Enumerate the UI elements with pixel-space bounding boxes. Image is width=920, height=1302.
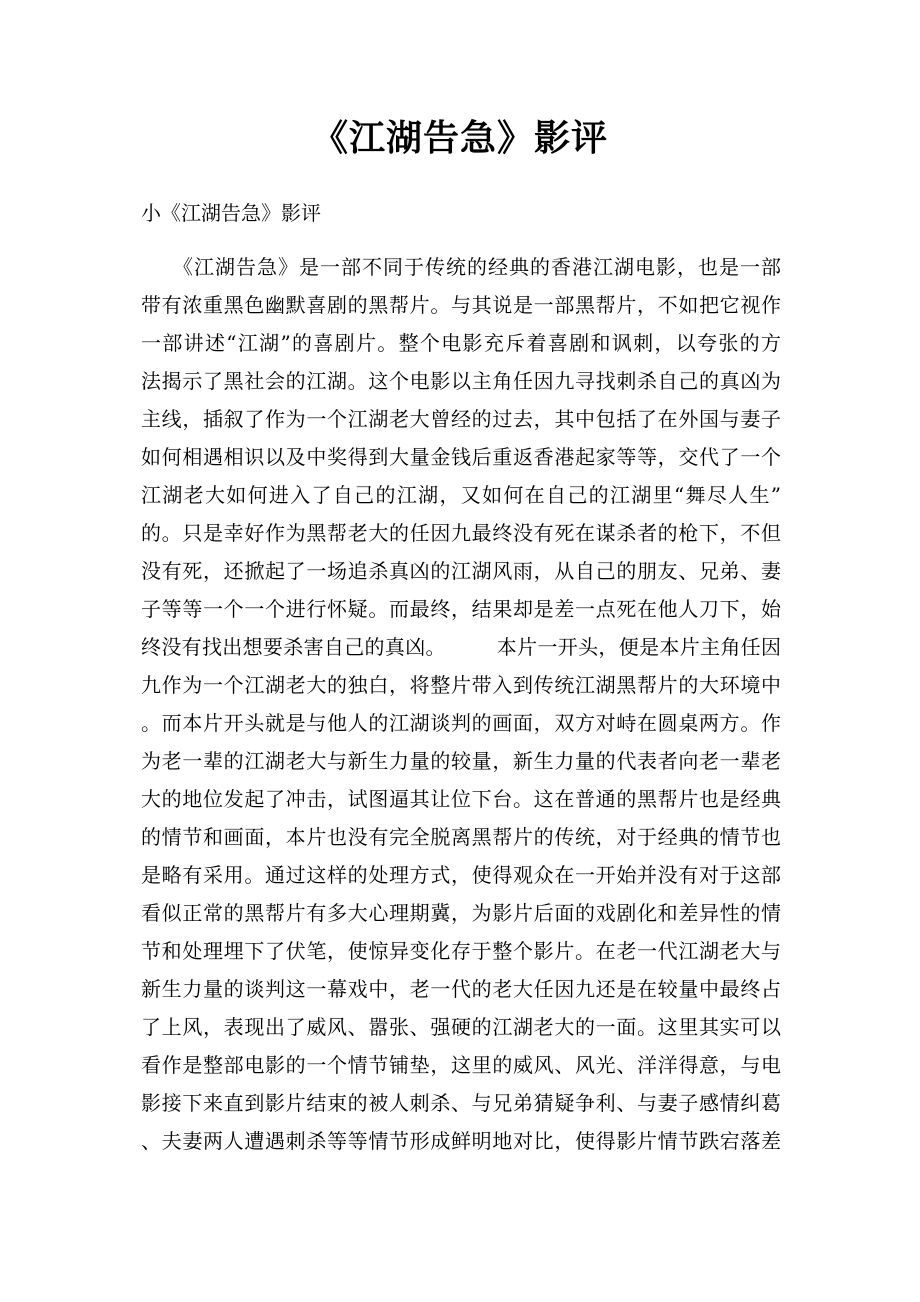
document-subtitle: 小《江湖告急》影评 [141,201,321,225]
body-line: 影接下来直到影片结束的被人刺杀、与兄弟猜疑争利、与妻子感情纠葛 [141,1091,781,1115]
body-line: 了上风，表现出了威风、嚣张、强硬的江湖老大的一面。这里其实可以 [141,1015,781,1039]
body-line: 。而本片开头就是与他人的江湖谈判的画面，双方对峙在圆桌两方。作 [141,711,781,735]
body-line: 一部讲述“江湖”的喜剧片。整个电影充斥着喜剧和讽刺，以夸张的方 [141,331,781,355]
body-line: 的。只是幸好作为黑帮老大的任因九最终没有死在谋杀者的枪下，不但 [141,521,781,545]
body-line: 子等等一个一个进行怀疑。而最终，结果却是差一点死在他人刀下，始 [141,597,781,621]
body-line: 新生力量的谈判这一幕戏中，老一代的老大任因九还是在较量中最终占 [141,977,781,1001]
body-text [141,248,781,1160]
body-line: 终没有找出想要杀害自己的真凶。 本片一开头，便是本片主角任因 [141,635,781,659]
body-line: 江湖老大如何进入了自己的江湖，又如何在自己的江湖里“舞尽人生” [141,483,781,507]
body-line: 节和处理埋下了伏笔，使惊异变化存于整个影片。在老一代江湖老大与 [141,939,781,963]
body-line: 《江湖告急》是一部不同于传统的经典的香港江湖电影，也是一部 [141,255,781,279]
body-line: 的情节和画面，本片也没有完全脱离黑帮片的传统，对于经典的情节也 [141,825,781,849]
body-line: 是略有采用。通过这样的处理方式，使得观众在一开始并没有对于这部 [141,863,781,887]
document-title: 《江湖告急》影评 [311,117,608,159]
body-line: 九作为一个江湖老大的独白，将整片带入到传统江湖黑帮片的大环境中 [141,673,781,697]
body-line: 、夫妻两人遭遇刺杀等等情节形成鲜明地对比，使得影片情节跌宕落差 [141,1129,781,1153]
body-line: 大的地位发起了冲击，试图逼其让位下台。这在普通的黑帮片也是经典 [141,787,781,811]
body-line: 主线，插叙了作为一个江湖老大曾经的过去，其中包括了在外国与妻子 [141,407,781,431]
body-line: 为老一辈的江湖老大与新生力量的较量，新生力量的代表者向老一辈老 [141,749,781,773]
body-line: 如何相遇相识以及中奖得到大量金钱后重返香港起家等等，交代了一个 [141,445,781,469]
body-line: 法揭示了黑社会的江湖。这个电影以主角任因九寻找刺杀自己的真凶为 [141,369,781,393]
body-line: 看作是整部电影的一个情节铺垫，这里的威风、风光、洋洋得意，与电 [141,1053,781,1077]
body-line: 没有死，还掀起了一场追杀真凶的江湖风雨，从自己的朋友、兄弟、妻 [141,559,781,583]
body-line: 看似正常的黑帮片有多大心理期冀，为影片后面的戏剧化和差异性的情 [141,901,781,925]
body-line: 带有浓重黑色幽默喜剧的黑帮片。与其说是一部黑帮片，不如把它视作 [141,293,781,317]
